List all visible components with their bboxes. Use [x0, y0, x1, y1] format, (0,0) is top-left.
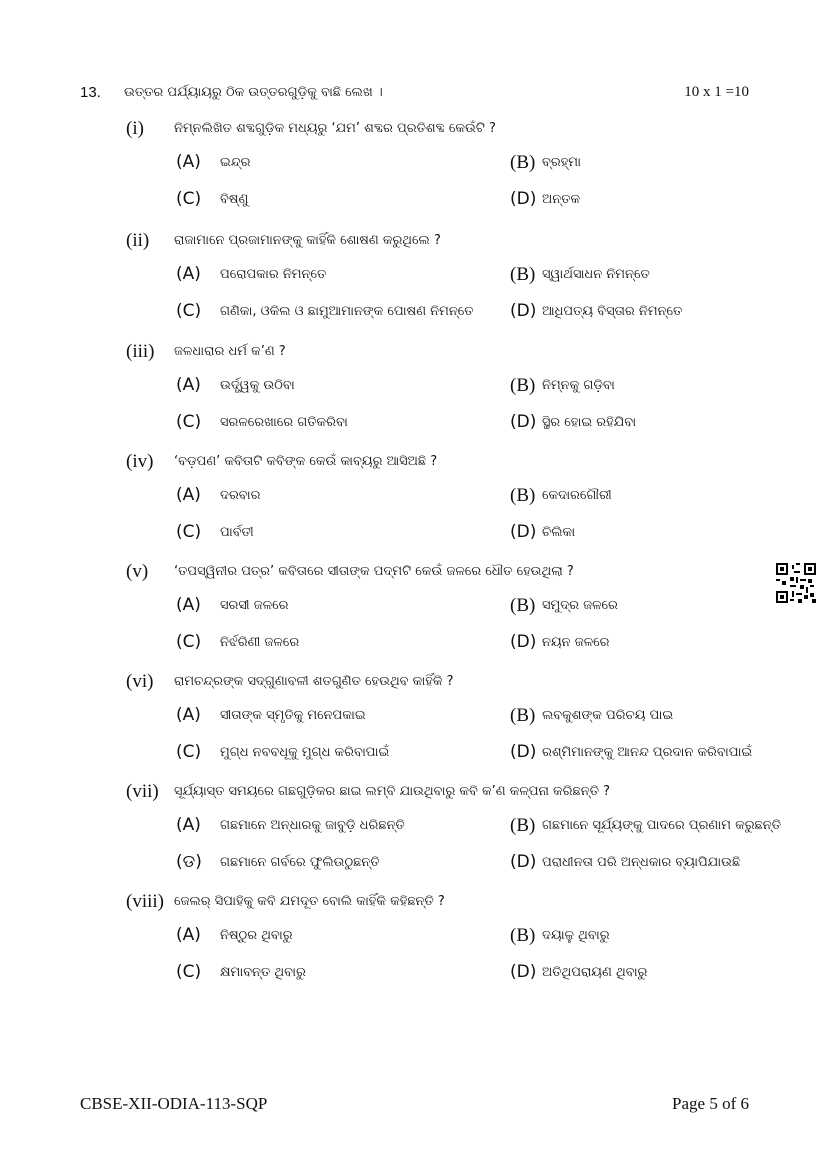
options-row	[0, 301, 827, 327]
option-c-label: (C)	[176, 189, 202, 209]
option-a-label: (A)	[176, 264, 201, 284]
option-a-text: ଦରବାର	[220, 488, 261, 503]
option-c-label: (C)	[176, 301, 202, 321]
option-d-label: (D)	[510, 412, 537, 432]
item-question-text: ଜଳଧାରାର ଧର୍ମ କ’ଣ ?	[174, 344, 286, 359]
option-b	[510, 152, 581, 174]
option-d-label: (D)	[510, 301, 537, 321]
option-c-label: (C)	[176, 522, 202, 542]
option-c-label: (C)	[176, 742, 202, 762]
options-row	[0, 189, 827, 215]
option-c-label: (ଡ)	[176, 852, 202, 872]
option-b-text: ନିମ୍ନକୁ ଗଡ଼ିବା	[542, 378, 615, 393]
option-c-text: ଗଣିକା, ଓକିଲ ଓ ଛାମୁଆମାନଙ୍କ ପୋଷଣ ନିମନ୍ତେ	[220, 304, 474, 319]
option-c-text: ମୁଗ୍ଧ ନବବଧୂକୁ ମୁଗ୍ଧ କରିବାପାଇଁ	[220, 745, 390, 760]
option-b-label: (B)	[510, 264, 536, 285]
option-d	[510, 189, 581, 209]
option-b	[510, 264, 650, 286]
options-row	[0, 595, 827, 621]
option-b-text: କେଦାରଗୌରୀ	[542, 488, 612, 503]
option-b-label: (B)	[510, 375, 536, 396]
item-question-text: ରାମଚନ୍ଦ୍ରଙ୍କ ସଦ୍‌ଗୁଣାବଳୀ ଶତଗୁଣିତ ହେଉଥିବ କାହିଁକି ?	[174, 674, 454, 689]
option-b-text: ସ୍ୱାର୍ଥସାଧନ ନିମନ୍ତେ	[542, 267, 650, 282]
option-a	[176, 152, 251, 172]
option-d	[510, 632, 610, 652]
paper-code: CBSE-XII-ODIA-113-SQP	[80, 1094, 268, 1113]
option-d-text: ଆଧିପତ୍ୟ ବିସ୍ତାର ନିମନ୍ତେ	[542, 304, 683, 319]
option-b-label: (B)	[510, 925, 536, 946]
option-d	[510, 412, 637, 432]
option-d-text: ନୟନ ଜଳରେ	[542, 635, 610, 650]
option-c-label: (C)	[176, 412, 202, 432]
option-d	[510, 522, 576, 542]
option-c	[176, 301, 474, 321]
option-c-label: (C)	[176, 632, 202, 652]
option-d	[510, 852, 741, 872]
question-item	[80, 781, 757, 807]
option-b-text: ଗଛମାନେ ସୂର୍ଯ୍ୟଙ୍କୁ ପାଦରେ ପ୍ରଣାମ କରୁଛନ୍ତି	[542, 818, 782, 833]
option-c	[176, 412, 348, 432]
item-roman-numeral: (vi)	[126, 671, 154, 692]
option-b-text: ବ୍ରହ୍ମା	[542, 155, 581, 170]
option-a-text: ଇନ୍ଦ୍ର	[220, 155, 251, 170]
option-b-text: ଦୟାଳୁ ଥିବାରୁ	[542, 928, 610, 943]
option-a-text: ନିଷ୍ଠୁର ଥିବାରୁ	[220, 928, 293, 943]
option-d-text: ଚିଲିକା	[542, 525, 576, 540]
question-item	[80, 118, 757, 144]
options-row	[0, 852, 827, 878]
item-roman-numeral: (viii)	[126, 891, 164, 912]
option-b	[510, 375, 615, 397]
question-item	[80, 891, 757, 917]
option-d-label: (D)	[510, 189, 537, 209]
options-row	[0, 705, 827, 731]
item-roman-numeral: (vii)	[126, 781, 159, 802]
option-d-text: ଅନ୍ତକ	[542, 192, 581, 207]
options-row	[0, 742, 827, 768]
option-d-text: ରଶ୍ମିମାନଙ୍କୁ ଆନନ୍ଦ ପ୍ରଦାନ କରିବାପାଇଁ	[542, 745, 753, 760]
option-d	[510, 301, 683, 321]
option-d-text: ଅତିଥିପରାୟଣ ଥିବାରୁ	[542, 965, 648, 980]
item-question-text: ଜେଲର୍ ସିପାହିକୁ କବି ଯମଦୂତ ବୋଲି କାହିଁକି କହିଛନ୍ତି ?	[174, 894, 445, 909]
option-c-text: ସରଳରେଖାରେ ଗତିକରିବା	[220, 415, 348, 430]
options-row	[0, 485, 827, 511]
option-c	[176, 962, 306, 982]
option-b-label: (B)	[510, 485, 536, 506]
option-a	[176, 705, 366, 725]
item-roman-numeral: (i)	[126, 118, 144, 139]
option-b	[510, 705, 674, 727]
option-b-text: ଲବକୁଶଙ୍କ ପରିଚୟ ପାଇ	[542, 708, 674, 723]
options-row	[0, 522, 827, 548]
options-row	[0, 815, 827, 841]
option-a-label: (A)	[176, 705, 201, 725]
options-row	[0, 632, 827, 658]
option-c	[176, 852, 380, 872]
question-item	[80, 561, 757, 587]
qr-code-icon	[776, 563, 816, 603]
item-question-text: ରାଜାମାନେ ପ୍ରଜାମାନଙ୍କୁ କାହିଁକି ଶୋଷଣ କରୁଥିଲେ ?	[174, 233, 441, 248]
question-item	[80, 451, 757, 477]
option-a	[176, 595, 289, 615]
option-d-label: (D)	[510, 632, 537, 652]
option-a-label: (A)	[176, 485, 201, 505]
option-d	[510, 742, 753, 762]
option-a-label: (A)	[176, 375, 201, 395]
option-a-text: ଗଛମାନେ ଅନ୍ଧାରକୁ ଜାବୁଡ଼ି ଧରିଛନ୍ତି	[220, 818, 405, 833]
options-row	[0, 152, 827, 178]
option-a	[176, 815, 405, 835]
options-row	[0, 925, 827, 951]
item-question-text: ନିମ୍ନଲିଖିତ ଶବ୍ଦଗୁଡ଼ିକ ମଧ୍ୟରୁ ‘ଯମ’ ଶବ୍ଦର ପ୍ରତିଶବ୍ଦ କେଉଁଟି ?	[174, 121, 496, 136]
option-a-text: ପରୋପକାର ନିମନ୍ତେ	[220, 267, 327, 282]
question-item	[80, 341, 757, 367]
option-d-text: ପରାଧୀନତା ପରି ଅନ୍ଧକାର ବ୍ୟାପିଯାଉଛି	[542, 855, 741, 870]
question-item	[80, 671, 757, 697]
option-d-label: (D)	[510, 962, 537, 982]
option-c	[176, 742, 390, 762]
option-b	[510, 595, 618, 617]
option-a-label: (A)	[176, 925, 201, 945]
options-row	[0, 264, 827, 290]
option-a-label: (A)	[176, 152, 201, 172]
page-number: Page 5 of 6	[672, 1094, 749, 1113]
option-a-text: ସୀତାଙ୍କ ସ୍ମୃତିକୁ ମନେପକାଇ	[220, 708, 366, 723]
item-question-text: ‘ତପସ୍ୱିନୀର ପତ୍ର’ କବିତାରେ ସୀତାଙ୍କ ପଦ୍ମଟି କେଉଁ ଜଳରେ ଧୌତ ହେଉଥିଲା ?	[174, 564, 574, 579]
question-instruction: ଉତ୍ତର ପର୍ଯ୍ୟାୟରୁ ଠିକ ଉତ୍ତରଗୁଡ଼ିକୁ ବାଛି ଲେଖ ।	[124, 85, 383, 100]
option-a-label: (A)	[176, 815, 201, 835]
option-c	[176, 632, 300, 652]
option-b-label: (B)	[510, 152, 536, 173]
options-row	[0, 412, 827, 438]
item-question-text: ସୂର୍ଯ୍ୟାସ୍ତ ସମୟରେ ଗଛଗୁଡ଼ିକର ଛାଇ ଲମ୍ବି ଯାଉଥିବାରୁ କବି କ’ଣ କଳ୍ପନା କରିଛନ୍ତି ?	[174, 784, 610, 799]
options-row	[0, 962, 827, 988]
option-d-label: (D)	[510, 522, 537, 542]
option-c-text: ଗଛମାନେ ଗର୍ବରେ ଫୁଲିଉଠୁଛନ୍ତି	[220, 855, 380, 870]
option-b-label: (B)	[510, 595, 536, 616]
option-a	[176, 375, 295, 395]
option-c-text: ନିର୍ଝରିଣୀ ଜଳରେ	[220, 635, 300, 650]
question-item	[80, 230, 757, 256]
option-a	[176, 925, 293, 945]
option-b	[510, 925, 610, 947]
item-roman-numeral: (v)	[126, 561, 149, 582]
option-a	[176, 264, 327, 284]
option-b-label: (B)	[510, 815, 536, 836]
option-c-text: ପାର୍ବତୀ	[220, 525, 254, 540]
option-b-label: (B)	[510, 705, 536, 726]
item-roman-numeral: (iv)	[126, 451, 154, 472]
option-d-label: (D)	[510, 852, 537, 872]
option-a	[176, 485, 261, 505]
item-roman-numeral: (iii)	[126, 341, 155, 362]
question-marks: 10 x 1 =10	[684, 84, 749, 100]
option-c-text: ବିଷ୍ଣୁ	[220, 192, 249, 207]
option-b-text: ସମୁଦ୍ର ଜଳରେ	[542, 598, 618, 613]
option-b	[510, 815, 782, 837]
question-header	[80, 84, 749, 108]
option-c-text: କ୍ଷମାବନ୍ତ ଥିବାରୁ	[220, 965, 306, 980]
option-a-text: ଉର୍ଦ୍ଧ୍ୱକୁ ଉଠିବା	[220, 378, 295, 393]
item-question-text: ‘ବଡ଼ପଣ’ କବିତାଟି କବିଙ୍କ କେଉଁ କାବ୍ୟରୁ ଆସିଅଛି ?	[174, 454, 438, 469]
option-b	[510, 485, 612, 507]
option-a-label: (A)	[176, 595, 201, 615]
option-a-text: ସରସୀ ଜଳରେ	[220, 598, 289, 613]
option-c	[176, 189, 249, 209]
option-d	[510, 962, 648, 982]
question-number: 13.	[80, 84, 101, 101]
option-d-label: (D)	[510, 742, 537, 762]
option-c-label: (C)	[176, 962, 202, 982]
item-roman-numeral: (ii)	[126, 230, 150, 251]
option-c	[176, 522, 254, 542]
option-d-text: ସ୍ଥିର ହୋଇ ରହିଯିବା	[542, 415, 637, 430]
options-row	[0, 375, 827, 401]
